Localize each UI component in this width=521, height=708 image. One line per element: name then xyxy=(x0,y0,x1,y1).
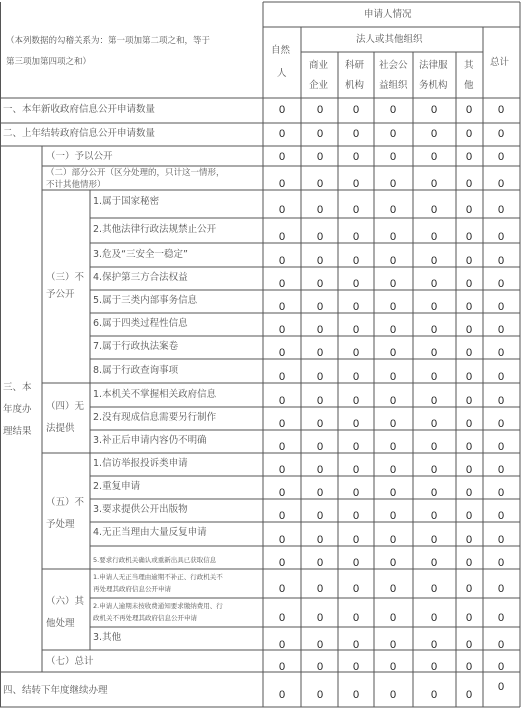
value-n7-commercial: 0 xyxy=(316,347,324,359)
value-s1-natural: 0 xyxy=(278,104,286,116)
value-o2-natural: 0 xyxy=(278,612,286,624)
section-three-line1: 三、本 xyxy=(3,382,32,393)
value-d3-legal-service: 0 xyxy=(430,510,438,522)
value-n3-natural: 0 xyxy=(278,255,286,267)
item-not-held: 1.本机关不掌握相关政府信息 xyxy=(93,389,217,400)
value-s1-research: 0 xyxy=(352,104,360,116)
item-third-party: 4.保护第三方合法权益 xyxy=(93,272,188,283)
value-u1-total: 0 xyxy=(497,395,505,407)
category-four-line2: 法提供 xyxy=(46,423,75,434)
value-s1-total: 0 xyxy=(497,104,505,116)
value-d4-commercial: 0 xyxy=(316,534,324,546)
header-other-line1: 其 xyxy=(464,60,474,71)
value-n5-total: 0 xyxy=(497,301,505,313)
value-o1-total: 0 xyxy=(497,583,505,595)
value-d3-other: 0 xyxy=(465,510,473,522)
section-one-label: 一、本年新收政府信息公开申请数量 xyxy=(3,104,156,115)
value-u2-other: 0 xyxy=(465,418,473,430)
category-five-line1: （五）不 xyxy=(46,497,85,508)
value-d5-commercial: 0 xyxy=(316,557,324,569)
item-three-security: 3.危及“三安全一稳定” xyxy=(93,249,188,260)
value-n8-legal-service: 0 xyxy=(430,371,438,383)
value-s2-social: 0 xyxy=(389,128,397,140)
value-n7-other: 0 xyxy=(465,347,473,359)
value-u1-commercial: 0 xyxy=(316,395,324,407)
value-d5-research: 0 xyxy=(352,557,360,569)
value-d1-natural: 0 xyxy=(278,464,286,476)
value-d2-other: 0 xyxy=(465,487,473,499)
value-n8-research: 0 xyxy=(352,371,360,383)
value-o2-other: 0 xyxy=(465,612,473,624)
value-n5-social: 0 xyxy=(389,301,397,313)
value-n5-legal-service: 0 xyxy=(430,301,438,313)
value-s2-legal-service: 0 xyxy=(430,128,438,140)
value-n6-commercial: 0 xyxy=(316,324,324,336)
value-n1-total: 0 xyxy=(497,204,505,216)
value-o1-social: 0 xyxy=(389,583,397,595)
value-c1-natural: 0 xyxy=(278,151,286,163)
value-d1-other: 0 xyxy=(465,464,473,476)
value-c2-legal-service: 0 xyxy=(430,178,438,190)
value-u2-legal-service: 0 xyxy=(430,418,438,430)
value-n6-research: 0 xyxy=(352,324,360,336)
value-d3-social: 0 xyxy=(389,510,397,522)
value-n3-total: 0 xyxy=(497,255,505,267)
value-n2-research: 0 xyxy=(352,231,360,243)
value-s2-other: 0 xyxy=(465,128,473,140)
value-u3-legal-service: 0 xyxy=(430,441,438,453)
value-o2-research: 0 xyxy=(352,612,360,624)
value-u3-commercial: 0 xyxy=(316,441,324,453)
value-u1-natural: 0 xyxy=(278,395,286,407)
header-commercial-line2: 企业 xyxy=(309,80,329,91)
value-d5-other: 0 xyxy=(465,557,473,569)
value-c1-social: 0 xyxy=(389,151,397,163)
value-c7-other: 0 xyxy=(465,661,473,673)
value-c7-total: 0 xyxy=(497,661,505,673)
value-n4-other: 0 xyxy=(465,278,473,290)
value-d2-commercial: 0 xyxy=(316,487,324,499)
section-three-line2: 年度办 xyxy=(3,404,32,415)
value-n5-commercial: 0 xyxy=(316,301,324,313)
value-c1-total: 0 xyxy=(497,151,505,163)
header-legal-group: 法人或其他组织 xyxy=(356,34,423,45)
value-c7-commercial: 0 xyxy=(316,661,324,673)
value-u3-other: 0 xyxy=(465,441,473,453)
value-n6-legal-service: 0 xyxy=(430,324,438,336)
value-n4-total: 0 xyxy=(497,278,505,290)
header-commercial-line1: 商业 xyxy=(309,60,329,71)
value-s4-natural: 0 xyxy=(278,689,286,701)
value-d5-social: 0 xyxy=(389,557,397,569)
value-n5-research: 0 xyxy=(352,301,360,313)
value-o3-natural: 0 xyxy=(278,639,286,651)
section-two-label: 二、上年结转政府信息公开申请数量 xyxy=(3,128,156,139)
value-d4-natural: 0 xyxy=(278,534,286,546)
value-u1-other: 0 xyxy=(465,395,473,407)
value-n1-research: 0 xyxy=(352,204,360,216)
value-c2-commercial: 0 xyxy=(316,178,324,190)
value-n4-research: 0 xyxy=(352,278,360,290)
value-o1-commercial: 0 xyxy=(316,583,324,595)
value-s4-other: 0 xyxy=(465,689,473,701)
category-three-line2: 予公开 xyxy=(46,289,75,300)
value-s1-commercial: 0 xyxy=(316,104,324,116)
item-petition-complaint: 1.信访举报投诉类申请 xyxy=(93,458,188,469)
value-c2-natural: 0 xyxy=(278,178,286,190)
value-d1-research: 0 xyxy=(352,464,360,476)
value-n7-legal-service: 0 xyxy=(430,347,438,359)
value-u1-legal-service: 0 xyxy=(430,395,438,407)
value-n4-legal-service: 0 xyxy=(430,278,438,290)
value-u2-total: 0 xyxy=(497,418,505,430)
header-social-line2: 益组织 xyxy=(379,80,408,91)
value-n2-social: 0 xyxy=(389,231,397,243)
item-no-correction-line1: 1.申请人无正当理由逾期不补正、行政机关不 xyxy=(93,573,223,581)
value-u2-commercial: 0 xyxy=(316,418,324,430)
value-d4-total: 0 xyxy=(497,534,505,546)
value-d2-research: 0 xyxy=(352,487,360,499)
value-d3-natural: 0 xyxy=(278,510,286,522)
value-n3-legal-service: 0 xyxy=(430,255,438,267)
value-n7-natural: 0 xyxy=(278,347,286,359)
header-other-line2: 他 xyxy=(464,80,474,91)
value-o1-research: 0 xyxy=(352,583,360,595)
item-confirm-reissue: 5.要求行政机关确认或重新出具已获取信息 xyxy=(93,556,217,564)
item-state-secret: 1.属于国家秘密 xyxy=(93,196,160,207)
value-u2-natural: 0 xyxy=(278,418,286,430)
value-n2-legal-service: 0 xyxy=(430,231,438,243)
value-n6-other: 0 xyxy=(465,324,473,336)
value-d1-social: 0 xyxy=(389,464,397,476)
value-s4-total: 0 xyxy=(497,681,505,693)
value-o3-social: 0 xyxy=(389,639,397,651)
header-natural-line2: 人 xyxy=(277,68,287,79)
header-note-line2: 第三项加第四项之和） xyxy=(6,57,92,67)
value-n2-natural: 0 xyxy=(278,231,286,243)
value-c1-other: 0 xyxy=(465,151,473,163)
item-law-prohibited: 2.其他法律行政法规禁止公开 xyxy=(93,224,217,235)
item-no-correction-line2: 再处理其政府信息公开申请 xyxy=(93,585,171,593)
value-n8-commercial: 0 xyxy=(316,371,324,383)
value-s4-legal-service: 0 xyxy=(430,689,438,701)
category-seven-label: （七）总计 xyxy=(46,656,94,667)
value-n8-natural: 0 xyxy=(278,371,286,383)
value-c7-legal-service: 0 xyxy=(430,661,438,673)
value-u3-natural: 0 xyxy=(278,441,286,453)
item-other: 3.其他 xyxy=(93,632,122,643)
category-one-label: （一）予以公开 xyxy=(46,151,113,162)
value-u2-social: 0 xyxy=(389,418,397,430)
value-u3-research: 0 xyxy=(352,441,360,453)
value-n2-other: 0 xyxy=(465,231,473,243)
value-d2-legal-service: 0 xyxy=(430,487,438,499)
value-n5-other: 0 xyxy=(465,301,473,313)
header-legal-service-line1: 法律服 xyxy=(419,60,448,71)
value-n8-total: 0 xyxy=(497,371,505,383)
item-query-matter: 8.属于行政查询事项 xyxy=(93,365,179,376)
value-c1-research: 0 xyxy=(352,151,360,163)
value-u2-research: 0 xyxy=(352,418,360,430)
value-n6-total: 0 xyxy=(497,324,505,336)
value-n3-research: 0 xyxy=(352,255,360,267)
section-four-label: 四、结转下年度继续办理 xyxy=(3,685,108,696)
value-u1-social: 0 xyxy=(389,395,397,407)
value-s2-total: 0 xyxy=(497,128,505,140)
value-o1-natural: 0 xyxy=(278,583,286,595)
value-o3-total: 0 xyxy=(497,639,505,651)
value-n4-natural: 0 xyxy=(278,278,286,290)
value-s2-natural: 0 xyxy=(278,128,286,140)
value-c7-research: 0 xyxy=(352,661,360,673)
value-c2-research: 0 xyxy=(352,178,360,190)
value-n8-other: 0 xyxy=(465,371,473,383)
category-six-line2: 他处理 xyxy=(46,618,75,629)
value-d1-legal-service: 0 xyxy=(430,464,438,476)
header-research-line1: 科研 xyxy=(345,60,365,71)
value-o1-other: 0 xyxy=(465,583,473,595)
value-s4-social: 0 xyxy=(389,689,397,701)
value-n7-social: 0 xyxy=(389,347,397,359)
header-total: 总计 xyxy=(490,57,510,68)
value-n3-commercial: 0 xyxy=(316,255,324,267)
value-n1-social: 0 xyxy=(389,204,397,216)
value-c7-natural: 0 xyxy=(278,661,286,673)
value-c2-other: 0 xyxy=(465,178,473,190)
item-no-fee-line2: 政机关不再处理其政府信息公开申请 xyxy=(93,614,197,622)
value-d4-research: 0 xyxy=(352,534,360,546)
value-c1-commercial: 0 xyxy=(316,151,324,163)
value-n4-social: 0 xyxy=(389,278,397,290)
header-research-line2: 机构 xyxy=(345,80,365,91)
value-o2-commercial: 0 xyxy=(316,612,324,624)
item-no-fee-line1: 2.申请人逾期未按收费通知要求缴纳费用、行 xyxy=(93,602,223,610)
value-c7-social: 0 xyxy=(389,661,397,673)
value-n1-other: 0 xyxy=(465,204,473,216)
value-n2-total: 0 xyxy=(497,231,505,243)
value-d3-research: 0 xyxy=(352,510,360,522)
value-n6-social: 0 xyxy=(389,324,397,336)
value-c2-social: 0 xyxy=(389,178,397,190)
header-legal-service-line2: 务机构 xyxy=(419,80,448,91)
value-s4-commercial: 0 xyxy=(316,689,324,701)
item-still-unclear: 3.补正后申请内容仍不明确 xyxy=(93,435,207,446)
value-s1-social: 0 xyxy=(389,104,397,116)
value-s2-research: 0 xyxy=(352,128,360,140)
value-n3-other: 0 xyxy=(465,255,473,267)
value-n5-natural: 0 xyxy=(278,301,286,313)
value-o3-research: 0 xyxy=(352,639,360,651)
value-n7-research: 0 xyxy=(352,347,360,359)
value-o3-legal-service: 0 xyxy=(430,639,438,651)
value-s4-research: 0 xyxy=(352,689,360,701)
category-two-line1: （二）部分公开（区分处理的，只计这一情形， xyxy=(46,168,225,178)
category-four-line1: （四）无 xyxy=(46,401,85,412)
value-s1-legal-service: 0 xyxy=(430,104,438,116)
value-d4-social: 0 xyxy=(389,534,397,546)
value-d5-legal-service: 0 xyxy=(430,557,438,569)
value-d5-natural: 0 xyxy=(278,557,286,569)
value-n1-commercial: 0 xyxy=(316,204,324,216)
item-publication: 3.要求提供公开出版物 xyxy=(93,504,188,515)
value-d1-total: 0 xyxy=(497,464,505,476)
value-c1-legal-service: 0 xyxy=(430,151,438,163)
value-u1-research: 0 xyxy=(352,395,360,407)
header-natural-line1: 自然 xyxy=(271,45,291,56)
header-applicant: 申请人情况 xyxy=(364,9,412,20)
value-d3-total: 0 xyxy=(497,510,505,522)
value-d1-commercial: 0 xyxy=(316,464,324,476)
header-note-line1: （本列数据的勾稽关系为：第一项加第二项之和，等于 xyxy=(6,36,211,46)
value-c2-total: 0 xyxy=(497,178,505,190)
category-six-line1: （六）其 xyxy=(46,596,85,607)
value-d2-natural: 0 xyxy=(278,487,286,499)
value-n7-total: 0 xyxy=(497,347,505,359)
value-s1-other: 0 xyxy=(465,104,473,116)
value-n3-social: 0 xyxy=(389,255,397,267)
item-mass-repeat: 4.无正当理由大量反复申请 xyxy=(93,527,207,538)
value-n1-natural: 0 xyxy=(278,204,286,216)
value-u3-social: 0 xyxy=(389,441,397,453)
item-process-info: 6.属于四类过程性信息 xyxy=(93,318,188,329)
category-three-line1: （三）不 xyxy=(46,272,85,283)
value-d4-legal-service: 0 xyxy=(430,534,438,546)
value-u3-total: 0 xyxy=(497,441,505,453)
value-o3-commercial: 0 xyxy=(316,639,324,651)
value-n4-commercial: 0 xyxy=(316,278,324,290)
value-o2-total: 0 xyxy=(497,612,505,624)
value-d5-total: 0 xyxy=(497,557,505,569)
category-two-line2: 不计其他情形） xyxy=(46,180,106,190)
value-d3-commercial: 0 xyxy=(316,510,324,522)
header-social-line1: 社会公 xyxy=(379,60,408,71)
value-o2-social: 0 xyxy=(389,612,397,624)
value-o3-other: 0 xyxy=(465,639,473,651)
value-n2-commercial: 0 xyxy=(316,231,324,243)
value-n6-natural: 0 xyxy=(278,324,286,336)
item-needs-creation: 2.没有现成信息需要另行制作 xyxy=(93,412,217,423)
value-d4-other: 0 xyxy=(465,534,473,546)
value-d2-social: 0 xyxy=(389,487,397,499)
item-internal-affairs: 5.属于三类内部事务信息 xyxy=(93,295,198,306)
value-n1-legal-service: 0 xyxy=(430,204,438,216)
value-o1-legal-service: 0 xyxy=(430,583,438,595)
item-duplicate: 2.重复申请 xyxy=(93,481,141,492)
value-d2-total: 0 xyxy=(497,487,505,499)
category-five-line2: 予处理 xyxy=(46,519,75,530)
value-o2-legal-service: 0 xyxy=(430,612,438,624)
value-s2-commercial: 0 xyxy=(316,128,324,140)
section-three-line3: 理结果 xyxy=(3,426,32,437)
value-n8-social: 0 xyxy=(389,371,397,383)
item-enforcement-file: 7.属于行政执法案卷 xyxy=(93,341,179,352)
